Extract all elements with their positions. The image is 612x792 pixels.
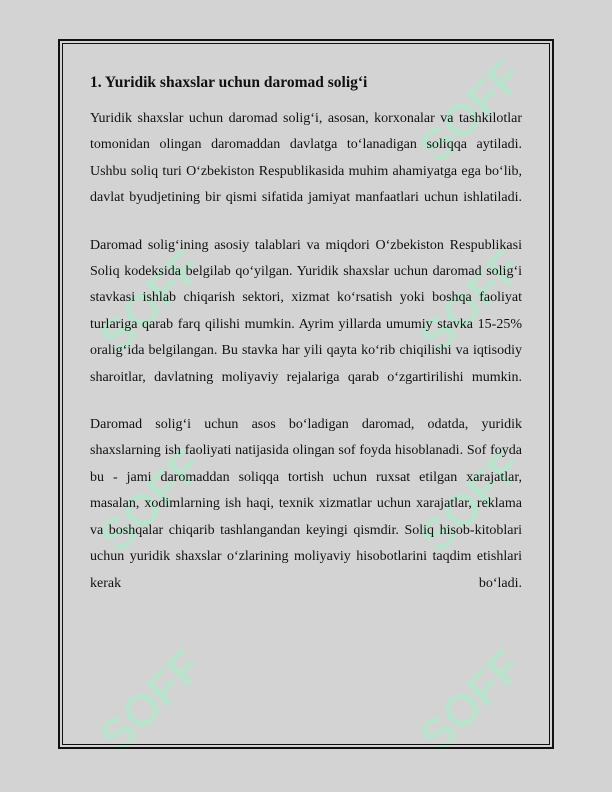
paragraph-1: Yuridik shaxslar uchun daromad solig‘i, asosan, korxonalar va tashkilotlar tomonidan olingan daromaddan davlatga to‘lanadigan soliqqa aytiladi. Ushbu soliq turi O‘zbekiston Respublikasida muhim ahamiyatga ega bo‘lib, davlat byudjetining bir qismi sifatida jamiyat manfaatlari uchun ishlatiladi. [90,111,522,206]
watermark-text: SOFF [409,49,533,173]
paragraph-2: Daromad solig‘ining asosiy talablari va miqdori O‘zbekiston Respublikasi Soliq kodeksida belgilab qo‘yilgan. Yuridik shaxslar uchun daromad solig‘i stavkasi ishlab chiqarish sektori, xizmat ko‘rsatish yoki boshqa faoliyat turlariga qarab farq qilishi mumkin. Ayrim yillarda umumiy stavka 15-25% oralig‘ida belgilangan. Bu stavka har yili qayta ko‘rib chiqilishi va iqtisodiy sharoitlar, davlatning moliyaviy rejalariga qarab o‘zgartirilishi mumkin. [90,237,522,385]
paragraph-3: Daromad solig‘i uchun asos bo‘ladigan daromad, odatda, yuridik shaxslarning ish faoliyati natijasida olingan sof foyda hisoblanadi. Sof foyda bu - jami daromaddan soliqqa tortish uchun ruxsat etilgan xarajatlar, masalan, xodimlarning ish haqi, texnik xizmatlar uchun xarajatlar, reklama va boshqalar chiqarib tashlangandan keyingi qismdir. Soliq hisob-kitoblari uchun yuridik shaxslar o‘zlarining moliyaviy hisobotlarini taqdim etishlari kerak bo‘ladi. [90,417,522,591]
watermark-text: SOFF [409,239,533,363]
watermark-text: SOFF [409,439,533,563]
watermark-text: SOFF [409,639,533,763]
document-body [90,72,522,618]
watermark-text: SOFF [89,439,213,563]
watermark-text: SOFF [89,239,213,363]
watermark-text: SOFF [89,639,213,763]
section-heading: 1. Yuridik shaxslar uchun daromad solig‘i [90,74,368,91]
